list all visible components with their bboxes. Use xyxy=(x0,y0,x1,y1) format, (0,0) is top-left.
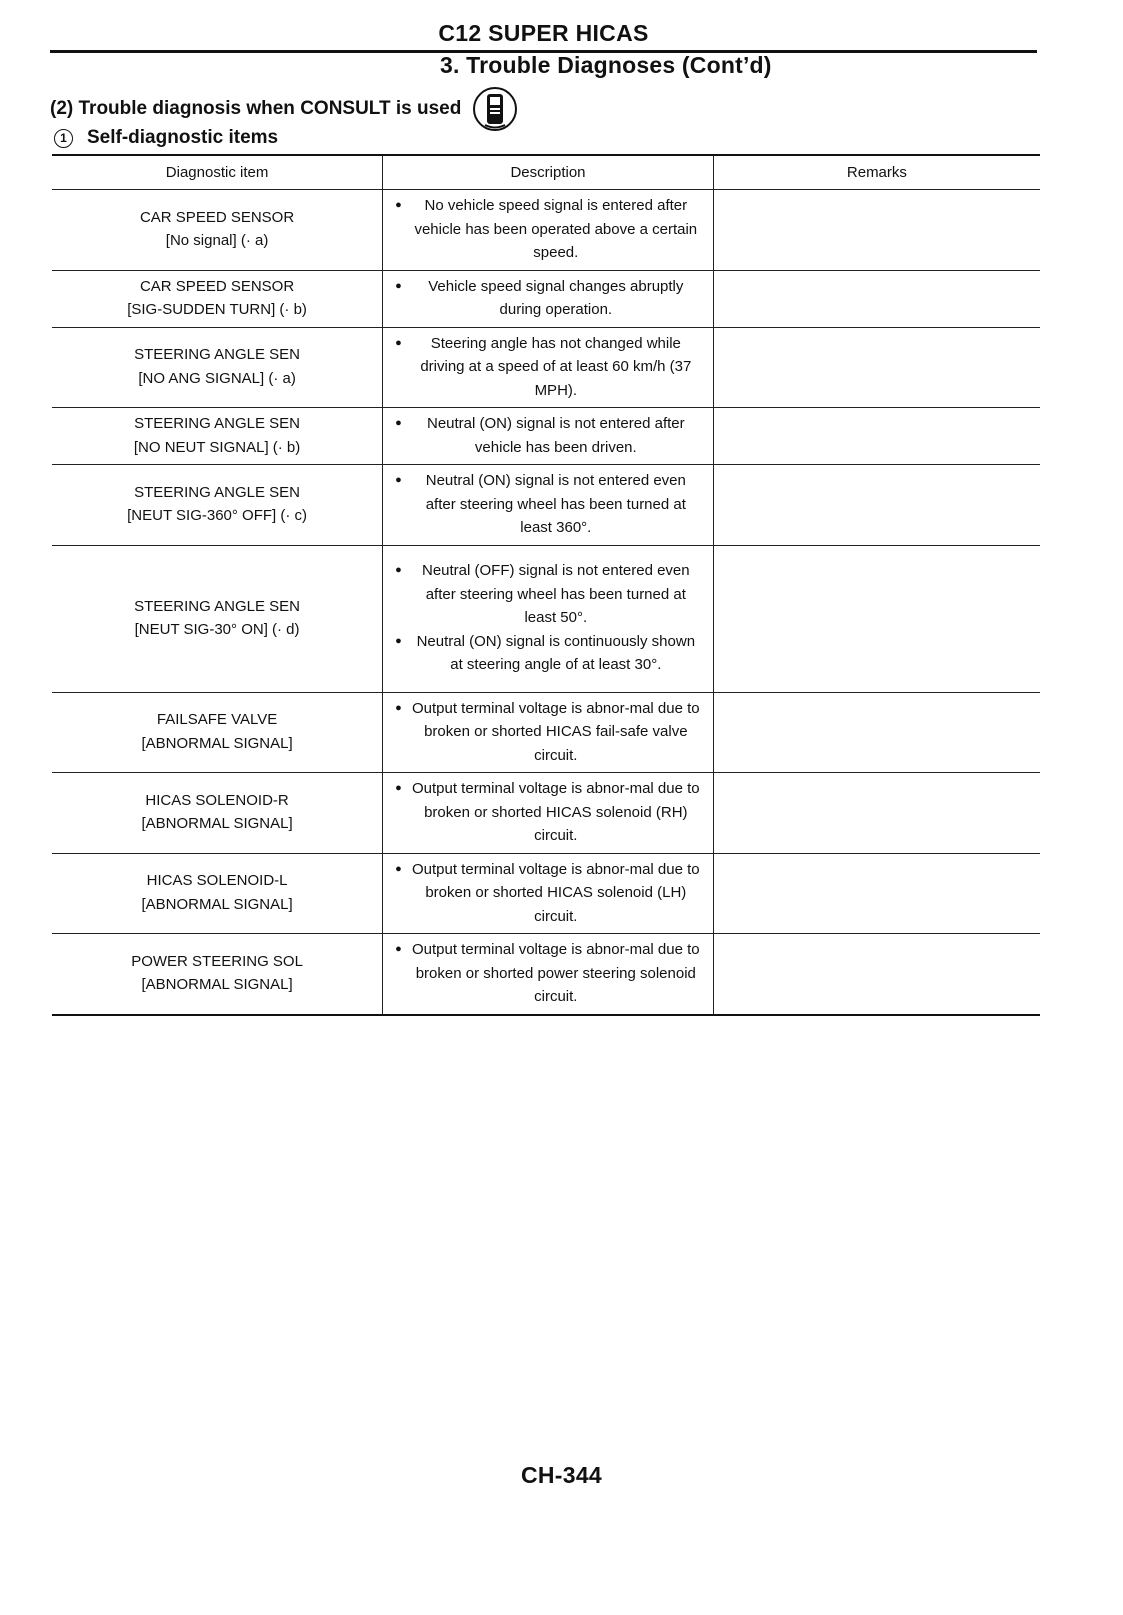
remarks-cell xyxy=(713,773,1040,854)
diagnostic-item-line: POWER STEERING SOL xyxy=(131,952,303,970)
consult-tester-icon xyxy=(471,85,519,133)
table-row xyxy=(52,934,1040,1015)
diagnostic-item-line: STEERING ANGLE SEN xyxy=(134,483,301,501)
description-item xyxy=(383,630,713,677)
remarks-cell xyxy=(713,545,1040,692)
description-cell xyxy=(383,190,714,271)
diagnostic-item-line: [SIG-SUDDEN TURN] (· b) xyxy=(127,301,307,318)
remarks-cell xyxy=(713,465,1040,546)
diagnostic-item-line: STEERING ANGLE SEN xyxy=(134,597,301,615)
page-number: CH-344 xyxy=(520,1462,603,1488)
table-row xyxy=(52,327,1040,408)
description-text: Neutral (ON) signal is not entered after vehicle has been driven. xyxy=(427,415,685,456)
description-item xyxy=(383,559,713,630)
diagnostic-item-line: [ABNORMAL SIGNAL] xyxy=(141,815,293,833)
description-item xyxy=(383,469,713,540)
table-row xyxy=(52,190,1040,271)
diagnostic-item-cell xyxy=(52,934,383,1015)
diagnostic-item-line: HICAS SOLENOID-R xyxy=(145,791,289,809)
bullet-icon: ● xyxy=(395,634,402,647)
self-diagnostic-table xyxy=(52,154,1040,1016)
table-header-row xyxy=(52,155,1040,190)
table-row xyxy=(52,270,1040,327)
page-header xyxy=(50,14,1037,53)
bullet-icon: ● xyxy=(395,564,402,577)
description-text: Output terminal voltage is abnor-mal due to broken or shorted HICAS solenoid (RH) circuit. xyxy=(411,780,700,844)
diagnostic-item-cell xyxy=(52,773,383,854)
bullet-icon: ● xyxy=(395,943,402,955)
remarks-cell xyxy=(713,408,1040,465)
bullet-icon: ● xyxy=(395,199,402,211)
description-cell xyxy=(383,853,714,934)
description-item xyxy=(383,275,713,322)
diagnostic-item-line: [NEUT SIG-360° OFF] (· c) xyxy=(127,507,308,525)
table-row xyxy=(52,853,1040,934)
column-header: Diagnostic item xyxy=(52,155,383,190)
bullet-icon: ● xyxy=(395,474,402,486)
description-text: Output terminal voltage is abnor-mal due to broken or shorted HICAS solenoid (LH) circuit. xyxy=(411,860,700,925)
items-title: Self-diagnostic items xyxy=(87,127,279,148)
bullet-icon: ● xyxy=(395,701,402,714)
section-title: 3. Trouble Diagnoses (Cont’d) xyxy=(440,52,772,78)
description-item xyxy=(383,697,713,768)
remarks-cell xyxy=(713,190,1040,271)
description-item xyxy=(383,777,713,848)
diagnostic-item-line: [No signal] (· a) xyxy=(165,232,269,250)
subsection-title: (2) Trouble diagnosis when CONSULT is used xyxy=(50,98,462,119)
description-text: Output terminal voltage is abnor-mal due to broken or shorted power steering solenoid circuit. xyxy=(411,941,700,1005)
diagnostic-item-line: CAR SPEED SENSOR xyxy=(139,277,295,295)
description-text: Neutral (OFF) signal is not entered even after steering wheel has been turned at least 50°. xyxy=(422,562,690,627)
description-cell xyxy=(383,408,714,465)
diagnostic-item-line: [ABNORMAL SIGNAL] xyxy=(141,734,293,752)
description-cell xyxy=(383,773,714,854)
remarks-cell xyxy=(713,692,1040,773)
diagnostic-item-line: STEERING ANGLE SEN xyxy=(134,415,301,432)
description-cell xyxy=(383,934,714,1015)
description-cell xyxy=(383,545,714,692)
description-text: Steering angle has not changed while driving at a speed of at least 60 km/h (37 MPH). xyxy=(420,334,692,399)
table-row xyxy=(52,773,1040,854)
diagnostic-item-line: [NO ANG SIGNAL] (· a) xyxy=(138,369,296,387)
diagnostic-item-line: CAR SPEED SENSOR xyxy=(139,208,295,226)
diagnostic-item-line: [NO NEUT SIGNAL] (· b) xyxy=(133,438,301,456)
diagnostic-item-line: [ABNORMAL SIGNAL] xyxy=(141,895,293,913)
description-text: Neutral (ON) signal is not entered even after steering wheel has been turned at least 360°. xyxy=(425,472,686,536)
items-heading xyxy=(54,124,278,152)
table-row xyxy=(52,408,1040,465)
remarks-cell xyxy=(713,270,1040,327)
description-text: Output terminal voltage is abnor-mal due to broken or shorted HICAS fail-safe valve circuit. xyxy=(411,699,700,764)
description-cell xyxy=(383,327,714,408)
diagnostic-item-cell xyxy=(52,327,383,408)
description-item xyxy=(383,858,713,929)
diagnostic-item-cell xyxy=(52,190,383,271)
description-item xyxy=(383,412,713,459)
bullet-icon: ● xyxy=(395,782,402,794)
description-item xyxy=(383,332,713,403)
diagnostic-item-line: STEERING ANGLE SEN xyxy=(134,346,301,364)
description-item xyxy=(383,194,713,265)
description-cell xyxy=(383,465,714,546)
remarks-cell xyxy=(713,853,1040,934)
diagnostic-item-cell xyxy=(52,545,383,692)
diagnostic-item-cell xyxy=(52,465,383,546)
diagnostic-item-line: HICAS SOLENOID-L xyxy=(146,872,288,890)
diagnostic-item-line: [ABNORMAL SIGNAL] xyxy=(141,976,293,994)
column-header: Remarks xyxy=(713,155,1040,190)
remarks-cell xyxy=(713,327,1040,408)
chapter-title: C12 SUPER HICAS xyxy=(438,20,649,46)
bullet-icon: ● xyxy=(395,279,402,292)
bullet-icon: ● xyxy=(395,417,402,429)
table-row xyxy=(52,545,1040,692)
diagnostic-item-cell xyxy=(52,270,383,327)
diagnostic-item-line: FAILSAFE VALVE xyxy=(156,711,278,729)
diagnostic-item-cell xyxy=(52,408,383,465)
table-row xyxy=(52,692,1040,773)
remarks-cell xyxy=(713,934,1040,1015)
diagnostic-item-cell xyxy=(52,692,383,773)
description-text: Vehicle speed signal changes abruptly during operation. xyxy=(428,277,684,318)
description-cell xyxy=(383,270,714,327)
diagnostic-item-line: [NEUT SIG-30° ON] (· d) xyxy=(134,621,300,638)
diagnostic-item-cell xyxy=(52,853,383,934)
bullet-icon: ● xyxy=(395,336,402,349)
table-body xyxy=(52,190,1040,1015)
item-number-circle: 1 xyxy=(54,129,73,148)
table-row xyxy=(52,465,1040,546)
description-cell xyxy=(383,692,714,773)
description-text: Neutral (ON) signal is continuously shown at steering angle of at least 30°. xyxy=(416,632,696,674)
description-item xyxy=(383,938,713,1009)
bullet-icon: ● xyxy=(395,862,402,875)
description-text: No vehicle speed signal is entered after vehicle has been operated above a certain speed. xyxy=(414,197,698,261)
column-header: Description xyxy=(383,155,714,190)
